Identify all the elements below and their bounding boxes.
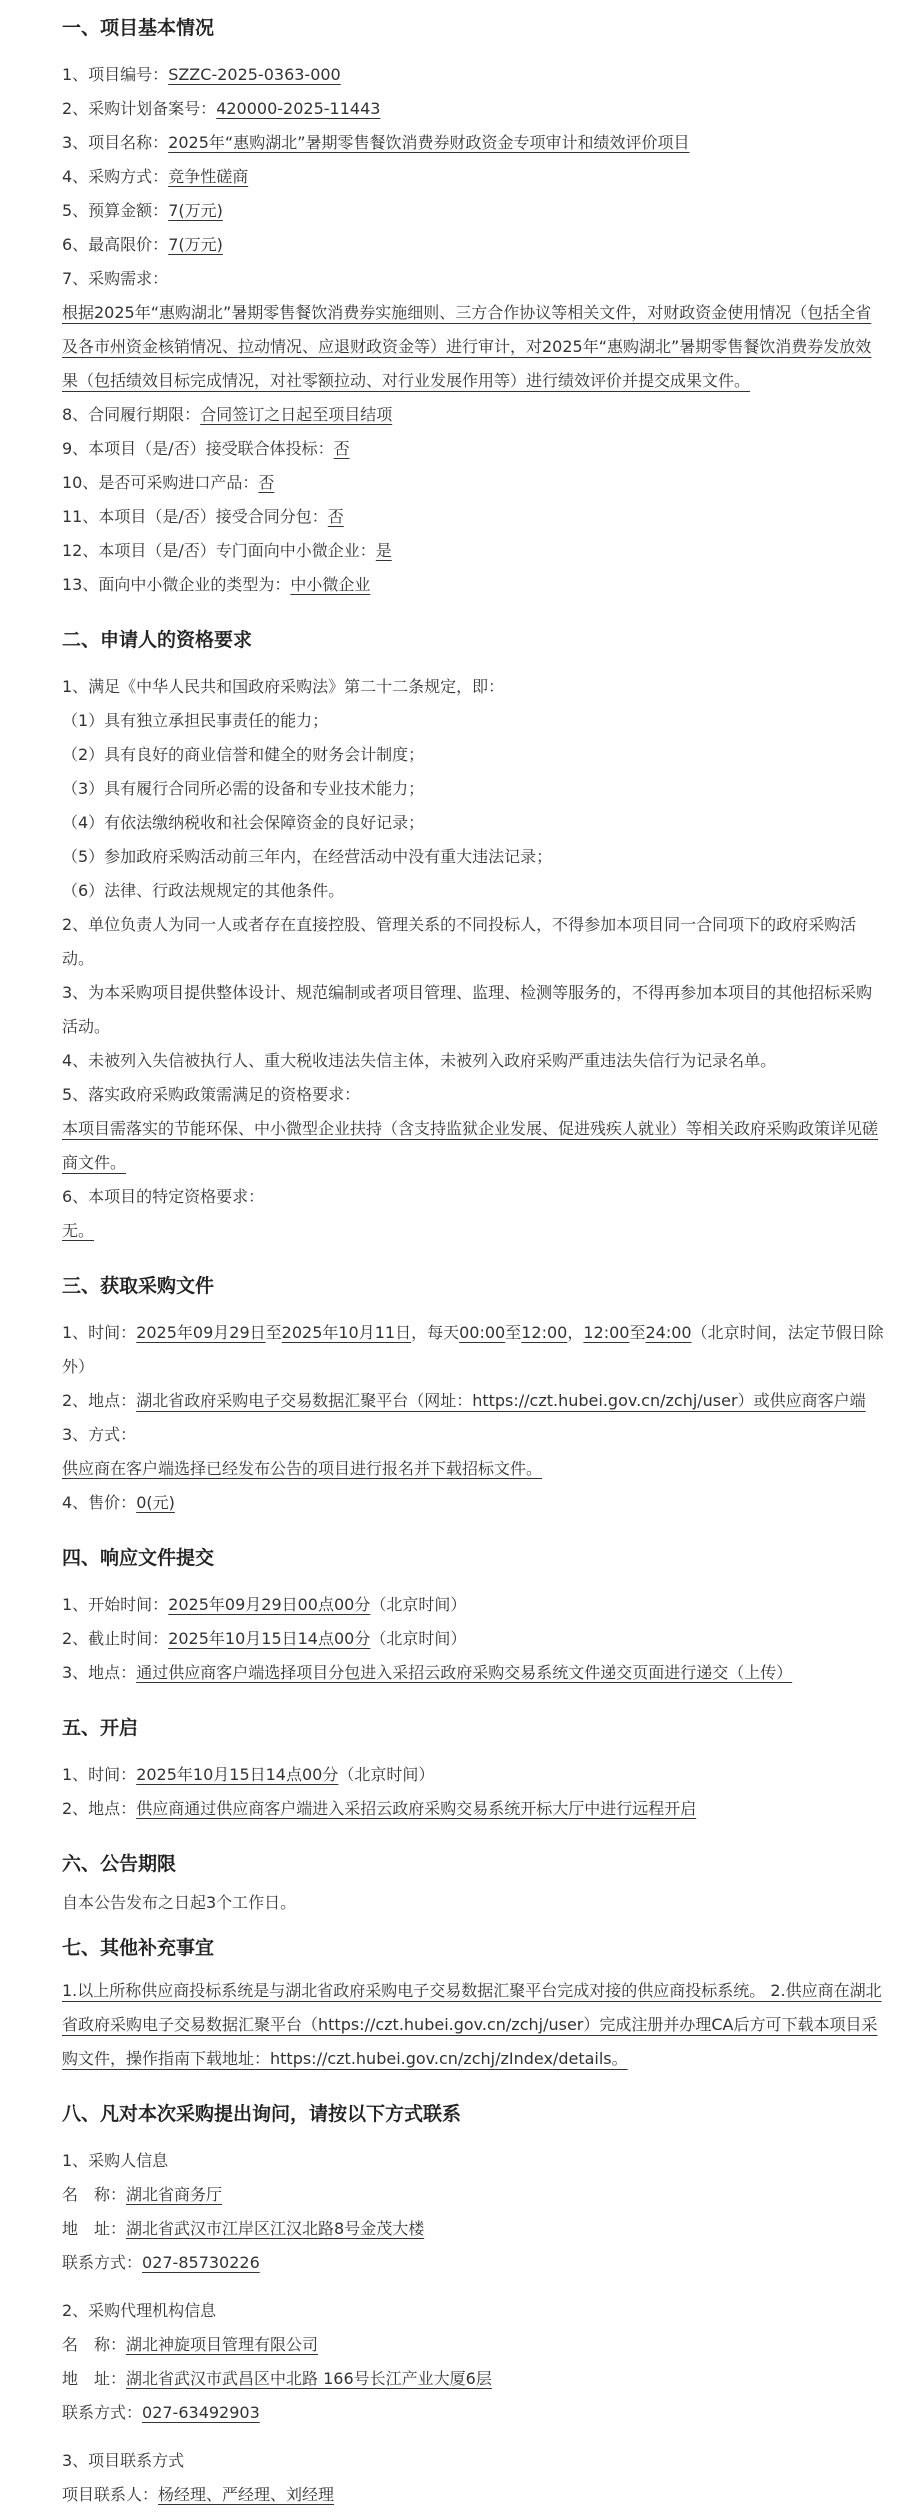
agency-address: 湖北省武汉市武昌区中北路 166号长江产业大厦6层 xyxy=(126,2369,492,2388)
section-4-title: 四、响应文件提交 xyxy=(62,1547,215,1569)
requirements-label: 7、采购需求： xyxy=(62,269,169,288)
sme-only-label: 12、本项目（是/否）专门面向中小微企业： xyxy=(62,541,376,560)
sme-type-row xyxy=(62,568,887,602)
qualification-2: 2、单位负责人为同一人或者存在直接控股、管理关系的不同投标人，不得参加本项目同一合同项下的政府采购活动。 xyxy=(62,915,857,968)
qualification-condition-1: （1）具有独立承担民事责任的能力； xyxy=(62,711,329,730)
purchaser-address-row: 地 址：湖北省武汉市江岸区江汉北路8号金茂大楼 xyxy=(62,2219,425,2238)
contract-period-label: 8、合同履行期限： xyxy=(62,405,201,424)
sme-only-row xyxy=(62,534,887,568)
obtain-method-body: 供应商在客户端选择已经发布公告的项目进行报名并下载招标文件。 xyxy=(62,1459,543,1478)
supplementary-body: 1.以上所称供应商投标系统是与湖北省政府采购电子交易数据汇聚平台完成对接的供应商投标系统。 2.供应商在湖北省政府采购电子交易数据汇聚平台（https://czt.hubei.gov.cn/zchj/user）完成注册并办理CA后方可下载本项目采购文件，操作指南下载地址：https://czt.hubei.gov.cn/zchj/zIndex/details。 xyxy=(62,1981,882,2068)
sme-type-label: 13、面向中小微企业的类型为： xyxy=(62,575,291,594)
requirements-body: 根据2025年“惠购湖北”暑期零售餐饮消费券实施细则、三方合作协议等相关文件，对财政资金使用情况（包括全省及各市州资金核销情况、拉动情况、应退财政资金等）进行审计，对2025年“惠购湖北”暑期零售餐饮消费券发放效果（包括绩效目标完成情况，对社零额拉动、对行业发展作用等）进行绩效评价并提交成果文件。 xyxy=(62,303,872,390)
imported-products-value: 否 xyxy=(258,473,275,492)
section-8-title: 八、凡对本次采购提出询问，请按以下方式联系 xyxy=(62,2103,462,2125)
obtain-time-row: 1、时间：2025年09月29日至2025年10月11日，每天00:00至12:00，12:00至24:00（北京时间，法定节假日除外） xyxy=(62,1323,884,1376)
agency-phone-row: 联系方式：027-63492903 xyxy=(62,2403,260,2422)
obtain-method-label: 3、方式： xyxy=(62,1425,137,1444)
qualification-5-body: 本项目需落实的节能环保、中小微型企业扶持（含支持监狱企业发展、促进残疾人就业）等相关政府采购政策详见磋商文件。 xyxy=(62,1119,879,1172)
qualification-condition-5: （5）参加政府采购活动前三年内，在经营活动中没有重大违法记录； xyxy=(62,847,553,866)
consortium-row xyxy=(62,432,887,466)
agency-heading: 2、采购代理机构信息 xyxy=(62,2301,217,2320)
sme-only-value: 是 xyxy=(375,541,392,560)
purchaser-phone: 027-85730226 xyxy=(142,2253,260,2272)
submit-start-value: 2025年09月29日00点00分 xyxy=(168,1595,371,1614)
max-price-label: 6、最高限价： xyxy=(62,235,169,254)
opening-location-row: 2、地点：供应商通过供应商客户端进入采招云政府采购交易系统开标大厅中进行远程开启 xyxy=(62,1799,697,1818)
notice-period-body: 自本公告发布之日起3个工作日。 xyxy=(62,1893,297,1912)
budget-row xyxy=(62,194,887,228)
qualification-condition-4: （4）有依法缴纳税收和社会保障资金的良好记录； xyxy=(62,813,425,832)
opening-location-value: 供应商通过供应商客户端进入采招云政府采购交易系统开标大厅中进行远程开启 xyxy=(136,1799,697,1818)
subcontract-value: 否 xyxy=(327,507,344,526)
budget-value: 7(万元) xyxy=(168,201,223,220)
subcontract-label: 11、本项目（是/否）接受合同分包： xyxy=(62,507,328,526)
project-number-row xyxy=(62,58,887,92)
qualification-condition-2: （2）具有良好的商业信誉和健全的财务会计制度； xyxy=(62,745,425,764)
opening-time-value: 2025年10月15日14点00分 xyxy=(136,1765,339,1784)
agency-name: 湖北神旋项目管理有限公司 xyxy=(126,2335,319,2354)
procurement-method-value: 竞争性磋商 xyxy=(168,167,249,186)
purchaser-name: 湖北省商务厅 xyxy=(126,2185,223,2204)
imported-products-label: 10、是否可采购进口产品： xyxy=(62,473,259,492)
plan-number-value: 420000-2025-11443 xyxy=(216,99,381,118)
consortium-value: 否 xyxy=(333,439,350,458)
contact-person: 杨经理、严经理、刘经理 xyxy=(158,2485,335,2504)
obtain-location-link[interactable]: 湖北省政府采购电子交易数据汇聚平台（网址：https://czt.hubei.gov.cn/zchj/user）或供应商客户端 xyxy=(136,1391,866,1410)
qualification-1: 1、满足《中华人民共和国政府采购法》第二十二条规定，即： xyxy=(62,677,505,696)
qualification-condition-3: （3）具有履行合同所必需的设备和专业技术能力； xyxy=(62,779,425,798)
purchaser-phone-row: 联系方式：027-85730226 xyxy=(62,2253,260,2272)
consortium-label: 9、本项目（是/否）接受联合体投标： xyxy=(62,439,334,458)
obtain-location-row: 2、地点：湖北省政府采购电子交易数据汇聚平台（网址：https://czt.hubei.gov.cn/zchj/user）或供应商客户端 xyxy=(62,1391,866,1410)
price-value: 0(元) xyxy=(136,1493,175,1512)
submit-deadline-row: 2、截止时间：2025年10月15日14点00分（北京时间） xyxy=(62,1629,467,1648)
contact-person-row: 项目联系人：杨经理、严经理、刘经理 xyxy=(62,2485,335,2504)
qualification-condition-6: （6）法律、行政法规规定的其他条件。 xyxy=(62,881,345,900)
submit-deadline-value: 2025年10月15日14点00分 xyxy=(168,1629,371,1648)
section-5-title: 五、开启 xyxy=(62,1717,139,1739)
price-row: 4、售价：0(元) xyxy=(62,1493,175,1512)
purchaser-address: 湖北省武汉市江岸区江汉北路8号金茂大楼 xyxy=(126,2219,425,2238)
budget-label: 5、预算金额： xyxy=(62,201,169,220)
max-price-row xyxy=(62,228,887,262)
contact-heading: 3、项目联系方式 xyxy=(62,2451,185,2470)
purchaser-heading: 1、采购人信息 xyxy=(62,2151,169,2170)
agency-phone: 027-63492903 xyxy=(142,2403,260,2422)
qualification-3: 3、为本采购项目提供整体设计、规范编制或者项目管理、监理、检测等服务的，不得再参加本项目的其他招标采购活动。 xyxy=(62,983,873,1036)
plan-number-label: 2、采购计划备案号： xyxy=(62,99,217,118)
contract-period-row xyxy=(62,398,887,432)
qualification-6-body: 无。 xyxy=(62,1221,95,1240)
section-2-title: 二、申请人的资格要求 xyxy=(62,629,253,651)
section-7-title: 七、其他补充事宜 xyxy=(62,1937,215,1959)
opening-time-row: 1、时间：2025年10月15日14点00分（北京时间） xyxy=(62,1765,435,1784)
project-number-value: SZZC-2025-0363-000 xyxy=(168,65,341,84)
submit-location-value: 通过供应商客户端选择项目分包进入采招云政府采购交易系统文件递交页面进行递交（上传） xyxy=(136,1663,793,1682)
project-name-row xyxy=(62,126,887,160)
qualification-5: 5、落实政府采购政策需满足的资格要求： xyxy=(62,1085,361,1104)
qualification-6: 6、本项目的特定资格要求： xyxy=(62,1187,265,1206)
agency-address-row: 地 址：湖北省武汉市武昌区中北路 166号长江产业大厦6层 xyxy=(62,2369,492,2388)
submit-start-row: 1、开始时间：2025年09月29日00点00分（北京时间） xyxy=(62,1595,467,1614)
procurement-method-row xyxy=(62,160,887,194)
purchaser-name-row: 名 称：湖北省商务厅 xyxy=(62,2185,223,2204)
sme-type-value: 中小微企业 xyxy=(290,575,371,594)
submit-location-row: 3、地点：通过供应商客户端选择项目分包进入采招云政府采购交易系统文件递交页面进行递交（上传） xyxy=(62,1663,793,1682)
plan-number-row xyxy=(62,92,887,126)
section-1-title: 一、项目基本情况 xyxy=(62,17,215,39)
max-price-value: 7(万元) xyxy=(168,235,223,254)
procurement-method-label: 4、采购方式： xyxy=(62,167,169,186)
project-number-label: 1、项目编号： xyxy=(62,65,169,84)
section-6-title: 六、公告期限 xyxy=(62,1853,177,1875)
subcontract-row xyxy=(62,500,887,534)
imported-products-row xyxy=(62,466,887,500)
project-name-value: 2025年“惠购湖北”暑期零售餐饮消费券财政资金专项审计和绩效评价项目 xyxy=(168,133,690,152)
qualification-4: 4、未被列入失信被执行人、重大税收违法失信主体，未被列入政府采购严重违法失信行为记录名单。 xyxy=(62,1051,777,1070)
project-name-label: 3、项目名称： xyxy=(62,133,169,152)
contract-period-value: 合同签订之日起至项目结项 xyxy=(200,405,393,424)
section-3-title: 三、获取采购文件 xyxy=(62,1275,215,1297)
agency-name-row: 名 称：湖北神旋项目管理有限公司 xyxy=(62,2335,319,2354)
